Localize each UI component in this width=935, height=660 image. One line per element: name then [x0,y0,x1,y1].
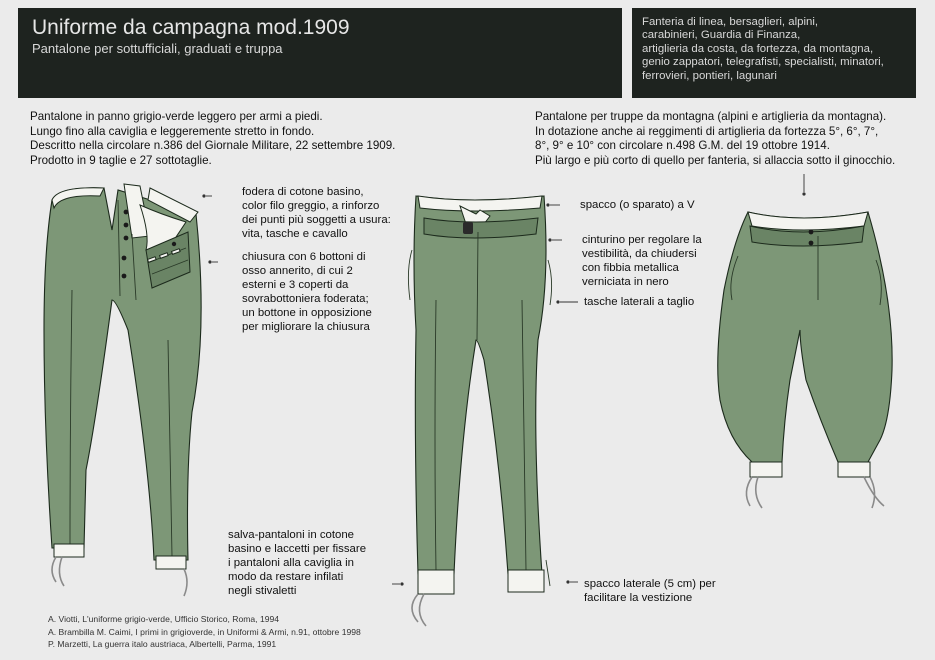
description-line: Descritto nella circolare n.386 del Giornale Militare, 22 settembre 1909. [30,139,396,153]
annotation-line: chiusura con 6 bottoni di [242,251,366,263]
annotation-lining [242,185,391,241]
annotation-line: sovrabottoniera foderata; [242,293,369,305]
infantry-trousers-closed [408,196,551,626]
annotation-line: per migliorare la chiusura [242,321,370,333]
units-line: ferrovieri, pontieri, lagunari [642,69,777,82]
reference-line: P. Marzetti, La guerra italo austriaca, Albertelli, Parma, 1991 [48,639,277,650]
annotation-closure [242,250,372,334]
annotation-v-slit [580,198,695,212]
references [48,613,361,651]
reference-line: A. Brambilla M. Caimi, I primi in grigioverde, in Uniformi & Armi, n.91, ottobre 1998 [48,626,361,637]
description-line: Pantalone in panno grigio-verde leggero per armi a piedi. [30,110,323,123]
annotation-line: negli stivaletti [228,585,297,597]
annotation-line: osso annerito, di cui 2 [242,265,353,277]
annotation-line: color filo greggio, a rinforzo [242,200,380,212]
annotation-line: esterni e 3 coperti da [242,279,349,291]
annotation-line: spacco (o sparato) a V [580,199,695,211]
annotation-line: con fibbia metallica [582,262,679,274]
annotation-line: tasche laterali a taglio [584,296,695,308]
annotation-belt [582,233,702,289]
annotation-line: spacco laterale (5 cm) per [584,578,716,590]
annotation-hem-guard [228,528,366,598]
annotation-line: fodera di cotone basino, [242,186,364,198]
units-line: Fanteria di linea, bersaglieri, alpini, [642,16,819,28]
annotation-line: facilitare la vestizione [584,592,693,604]
annotation-line: dei punti più soggetti a usura: [242,214,391,226]
infantry-trousers-open [44,184,201,596]
annotation-line: vita, tasche e cavallo [242,228,348,240]
units-line: artiglieria da costa, da fortezza, da montagna, [642,42,874,55]
description-line: In dotazione anche ai reggimenti di artiglieria da fortezza 5°, 6°, 7°, [535,124,879,138]
annotation-line: verniciata in nero [582,276,669,288]
annotation-line: i pantaloni alla caviglia in [228,557,355,569]
units-line: genio zappatori, telegrafisti, specialisti, minatori, [642,56,884,69]
annotation-line: un bottone in opposizione [242,307,372,319]
reference-line: A. Viotti, L'uniforme grigio-verde, Ufficio Storico, Roma, 1994 [48,614,280,624]
description-line: Pantalone per truppe da montagna (alpini e artiglieria da montagna). [535,110,887,123]
description-line: Più largo e più corto di quello per fanteria, si allaccia sotto il ginocchio. [535,153,896,167]
units-line: carabinieri, Guardia di Finanza, [642,29,801,42]
page-title: Uniforme da campagna mod.1909 [32,16,350,39]
annotation-side-slit [584,577,716,605]
page-subtitle: Pantalone per sottufficiali, graduati e truppa [32,41,283,56]
annotation-line: vestibilità, da chiudersi [582,248,697,260]
description-line: Lungo fino alla caviglia e leggeremente stretto in fondo. [30,124,315,138]
annotation-side-pockets [584,295,694,309]
description-line: Prodotto in 9 taglie e 27 sottotaglie. [30,153,212,167]
mountain-trousers [718,212,892,508]
description-line: 8°, 9° e 10° con circolare n.498 G.M. del 19 ottobre 1914. [535,139,830,153]
annotation-line: salva-pantaloni in cotone [228,529,355,541]
annotation-line: cinturino per regolare la [582,234,702,246]
annotation-line: modo da restare infilati [228,571,344,583]
annotation-line: basino e laccetti per fissare [228,543,367,555]
